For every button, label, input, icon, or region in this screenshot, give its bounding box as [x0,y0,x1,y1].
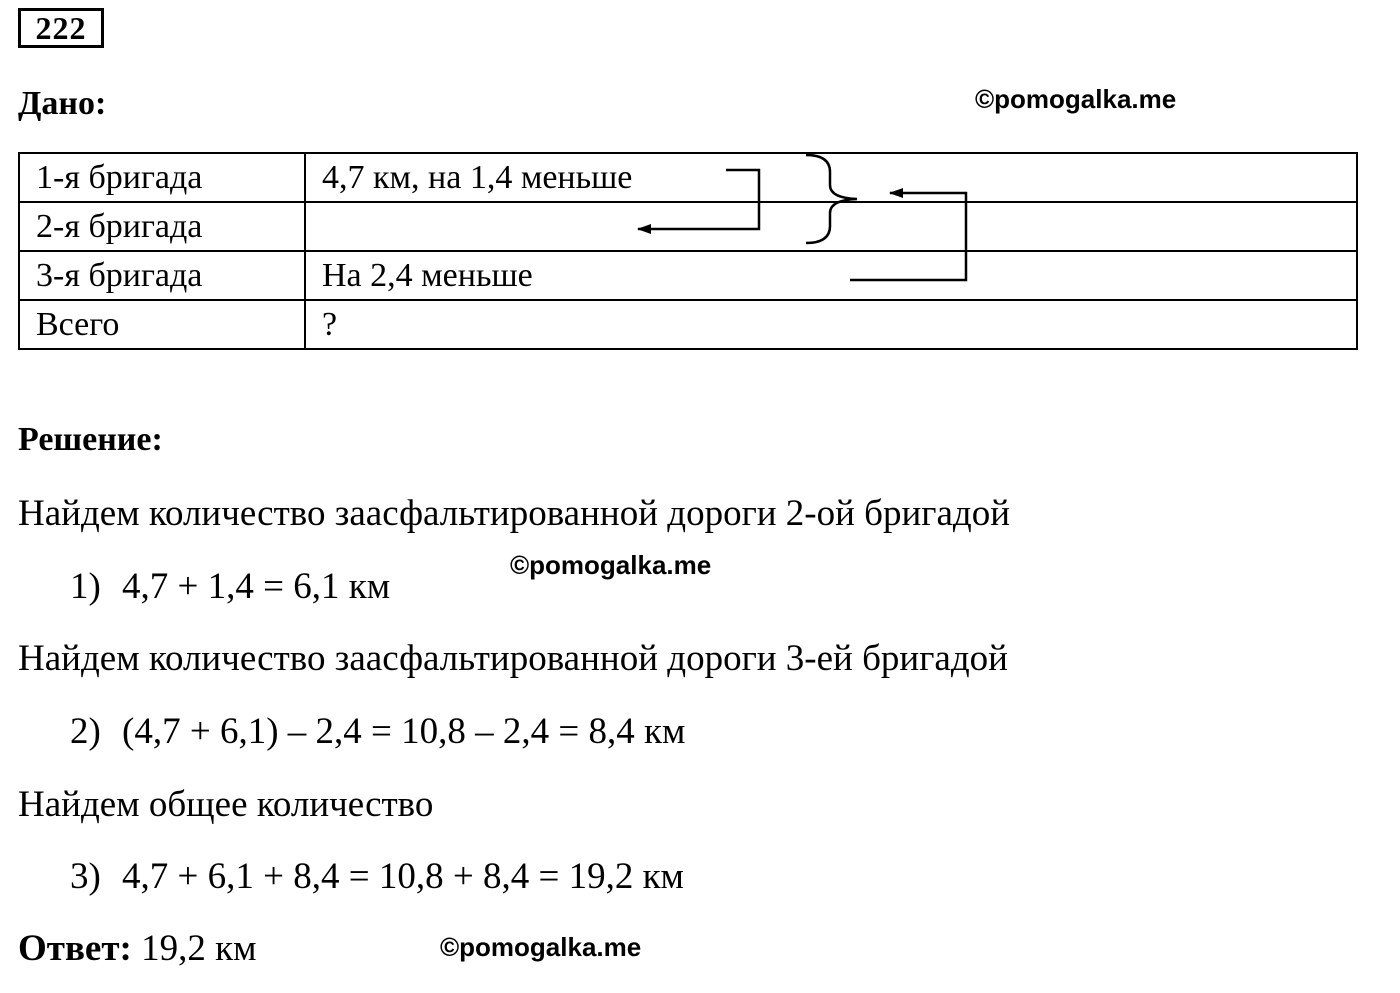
table-row [19,300,1357,349]
given-heading: Дано: [18,85,107,122]
answer-value: 19,2 км [141,928,257,969]
formula-text: 4,7 + 6,1 + 8,4 = 10,8 + 8,4 = 19,2 км [122,856,684,897]
row-label: Всего [19,300,305,349]
row-value: На 2,4 меньше [305,251,1357,300]
answer-label: Ответ: [18,928,132,969]
row-value [305,202,1357,251]
watermark-middle: ©pomogalka.me [510,550,712,580]
row-value: ? [305,300,1357,349]
step-formula [70,565,390,609]
row-value: 4,7 км, на 1,4 меньше [305,153,1357,202]
problem-number: 222 [18,8,104,48]
row-label: 1-я бригада [19,153,305,202]
step-description: Найдем общее количество [18,784,434,825]
solution-heading: Решение: [18,421,163,458]
table-row [19,251,1357,300]
table-row [19,202,1357,251]
step-number: 2) [70,711,101,752]
formula-text: 4,7 + 1,4 = 6,1 км [122,566,391,607]
row-label: 3-я бригада [19,251,305,300]
answer-line [18,927,257,971]
step-formula [70,855,684,899]
watermark-top: ©pomogalka.me [975,84,1177,114]
row-label: 2-я бригада [19,202,305,251]
step-formula [70,710,685,754]
step-description: Найдем количество заасфальтированной дороги 2-ой бригадой [18,493,1011,534]
formula-text: (4,7 + 6,1) – 2,4 = 10,8 – 2,4 = 8,4 км [122,711,686,752]
watermark-bottom: ©pomogalka.me [440,932,642,962]
step-number: 1) [70,566,101,607]
given-table [18,152,1358,350]
table-row [19,153,1357,202]
step-number: 3) [70,856,101,897]
step-description: Найдем количество заасфальтированной дороги 3-ей бригадой [18,638,1008,679]
